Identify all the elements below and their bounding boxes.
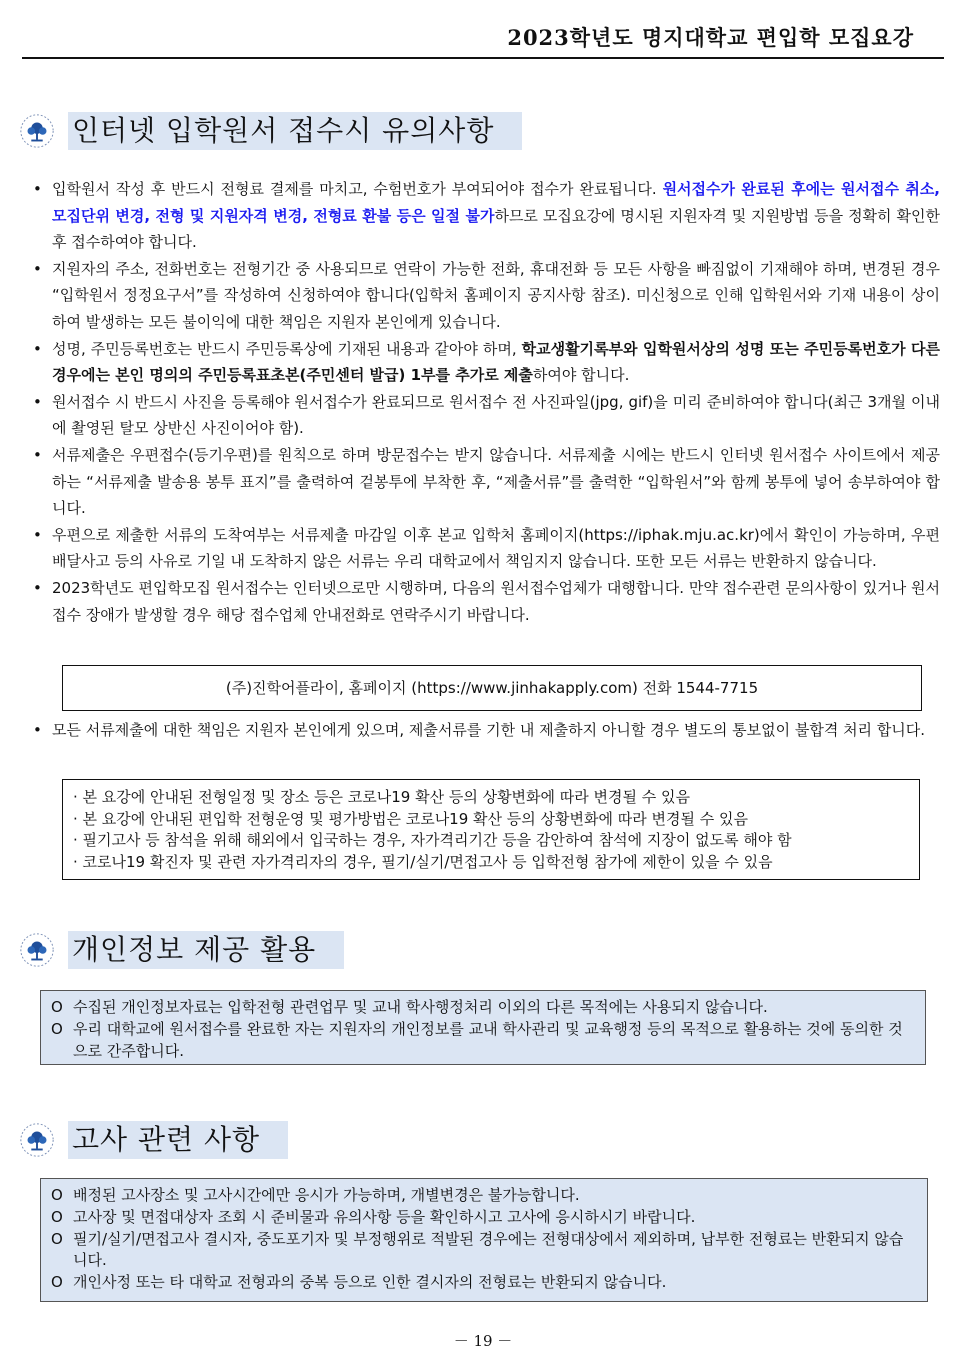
privacy-item: O 우리 대학교에 원서접수를 완료한 자는 지원자의 개인정보를 교내 학사관리 및 교육행정 등의 목적으로 활용하는 것에 동의한 것으로 간주합니다. [51, 1019, 903, 1060]
circle-bullet-icon: O [51, 1207, 63, 1226]
circle-bullet-icon: O [51, 1186, 63, 1204]
document-header-title: 2023학년도 명지대학교 편입학 모집요강 [507, 25, 914, 50]
list-item: • 성명, 주민등록번호는 반드시 주민등록상에 기재된 내용과 같아야 하며, 학교생활기록부와 입학원서상의 성명 또는 주민등록번호가 다른 경우에는 본인 명의의 주민등록표초본(주민센터 발급) 1부를 추가로 제출하여야 합니다. [30, 336, 940, 389]
list-item: • 모든 서류제출에 대한 책임은 지원자 본인에게 있으며, 제출서류를 기한 내 제출하지 아니할 경우 별도의 통보없이 불합격 처리 합니다. [30, 717, 940, 744]
list-item: • 지원자의 주소, 전화번호는 전형기간 중 사용되므로 연락이 가능한 전화, 휴대전화 등 모든 사항을 빠짐없이 기재해야 하며, 변경된 경우 “입학원서 정정요구서”를 작성하여 신청하여야 합니다(입학처 홈페이지 공지사항 참조). 미신청으로 인해 입학원서와 기재 내용이 상이하여 발생하는 모든 불이익에 대한 책임은 지원자 본인에게 있습니다. [30, 256, 940, 336]
list-item: • 입학원서 작성 후 반드시 전형료 결제를 마치고, 수험번호가 부여되어야 접수가 완료됩니다. 원서접수가 완료된 후에는 원서접수 취소, 모집단위 변경, 전형 및 지원자격 변경, 전형료 환불 등은 일절 불가하므로 모집요강에 명시된 지원자격 및 지원방법 등을 정확히 확인한 후 접수하여야 합니다. [30, 176, 940, 256]
university-emblem-icon [18, 112, 56, 150]
privacy-info-box [40, 990, 926, 1065]
highlight-text: 원서접수가 완료된 후에는 원서접수 취소, 모집단위 변경, 전형 및 지원자격 변경, 전형료 환불 등은 일절 불가 [52, 180, 941, 225]
exam-item: O 배정된 고사장소 및 고사시간에만 응시가 가능하며, 개별변경은 불가능합니다. [51, 1185, 917, 1207]
exam-item: O 개인사정 또는 타 대학교 전형과의 중복 등으로 인한 결시자의 전형료는 반환되지 않습니다. [51, 1272, 917, 1294]
university-emblem-icon [18, 931, 56, 969]
privacy-item: O 수집된 개인정보자료는 입학전형 관련업무 및 교내 학사행정처리 이외의 다른 목적에는 사용되지 않습니다. [51, 997, 915, 1019]
section-heading-privacy [18, 930, 344, 970]
application-notes-list [30, 176, 940, 628]
section-title: 고사 관련 사항 [68, 1121, 288, 1159]
circle-bullet-icon: O [51, 1229, 63, 1248]
notice-line: · 코로나19 확진자 및 관련 자가격리자의 경우, 필기/실기/면접고사 등 입학전형 참가에 제한이 있을 수 있음 [73, 852, 773, 871]
contact-box: (주)진학어플라이, 홈페이지 (https://www.jinhakapply.com) 전화 1544-7715 [62, 665, 922, 711]
circle-bullet-icon: O [51, 1273, 63, 1292]
section-title: 인터넷 입학원서 접수시 유의사항 [68, 112, 522, 150]
circle-bullet-icon: O [51, 998, 63, 1016]
university-emblem-icon [18, 1121, 56, 1159]
page-number: － 19 － [453, 1332, 513, 1350]
section-title: 개인정보 제공 활용 [68, 931, 344, 969]
notice-line: · 본 요강에 안내된 편입학 전형운영 및 평가방법은 코로나19 확산 등의 상황변화에 따라 변경될 수 있음 [73, 809, 748, 828]
section-heading-internet-application [18, 111, 522, 151]
exam-item: O 고사장 및 면접대상자 조회 시 준비물과 유의사항 등을 확인하시고 고사에 응시하시기 바랍니다. [51, 1207, 917, 1229]
list-item: • 2023학년도 편입학모집 원서접수는 인터넷으로만 시행하며, 다음의 원서접수업체가 대행합니다. 만약 접수관련 문의사항이 있거나 원서접수 장애가 발생할 경우 해당 접수업체 안내전화로 연락주시기 바랍니다. [30, 575, 940, 628]
header-rule [22, 57, 944, 59]
covid-notice-box [62, 779, 920, 880]
circle-bullet-icon: O [51, 1019, 63, 1038]
list-item: • 원서접수 시 반드시 사진을 등록해야 원서접수가 완료되므로 원서접수 전 사진파일(jpg, gif)을 미리 준비하여야 합니다(최근 3개월 이내에 촬영된 탈모 상반신 사진이어야 함). [30, 389, 940, 442]
application-notes-list-2 [30, 717, 940, 744]
bold-text: 학교생활기록부와 입학원서상의 성명 또는 주민등록번호가 다른 경우에는 본인 명의의 주민등록표초본(주민센터 발급) 1부를 추가로 제출 [52, 339, 940, 385]
list-item: • 서류제출은 우편접수(등기우편)를 원칙으로 하며 방문접수는 받지 않습니다. 서류제출 시에는 반드시 인터넷 원서접수 사이트에서 제공하는 “서류제출 발송용 봉투 표지”를 출력하여 겉봉투에 부착한 후, “제출서류”를 출력한 “입학원서”와 함께 봉투에 넣어 송부하여야 합니다. [30, 442, 940, 522]
exam-item: O 필기/실기/면접고사 결시자, 중도포기자 및 부정행위로 적발된 경우에는 전형대상에서 제외하며, 납부한 전형료는 반환되지 않습니다. [51, 1229, 904, 1270]
list-item: • 우편으로 제출한 서류의 도착여부는 서류제출 마감일 이후 본교 입학처 홈페이지(https://iphak.mju.ac.kr)에서 확인이 가능하며, 우편 배달사고 등의 사유로 기일 내 도착하지 않은 서류는 우리 대학교에서 책임지지 않습니다. 또한 모든 서류는 반환하지 않습니다. [30, 522, 940, 575]
notice-line: · 본 요강에 안내된 전형일정 및 장소 등은 코로나19 확산 등의 상황변화에 따라 변경될 수 있음 [73, 788, 691, 806]
exam-info-box [40, 1178, 928, 1302]
notice-line: · 필기고사 등 참석을 위해 해외에서 입국하는 경우, 자가격리기간 등을 감안하여 참석에 지장이 없도록 해야 함 [73, 831, 792, 849]
section-heading-exam [18, 1120, 288, 1160]
